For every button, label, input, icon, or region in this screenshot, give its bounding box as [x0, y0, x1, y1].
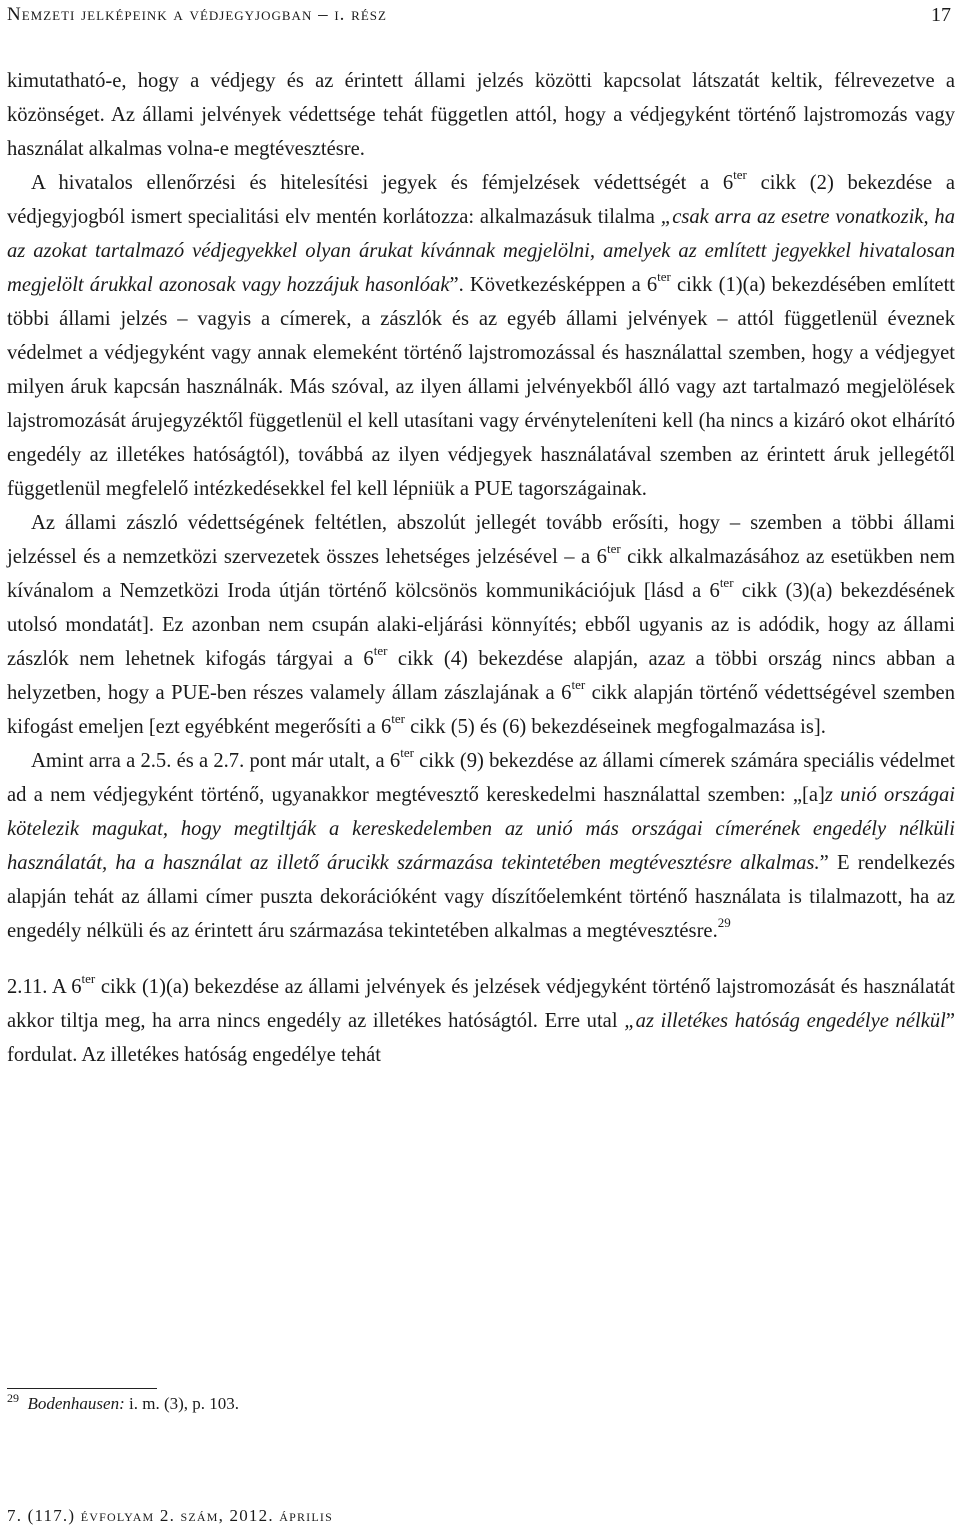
paragraph-2-text-3: ”. Következésképpen a 6 [449, 274, 658, 296]
body-text [7, 64, 955, 1072]
paragraph-2-text-2: cikk (2) bekezdése a védjegyjogból ismert specialitási elv mentén korlátozza: alkalmazásuk tilalma [7, 172, 955, 228]
paragraph-5-text-1: 2.11. A 6 [7, 976, 82, 998]
paragraph-2-text-1: A hivatalos ellenőrzési és hitelesítési jegyek és fémjelzések védettségét a 6 [31, 172, 734, 194]
paragraph-4 [7, 744, 955, 948]
paragraph-4-text-3: ” E rendelkezés alapján tehát az állami címer puszta dekorációként vagy díszítőelemként történő használata is tilalmazott, ha az engedély nélküli és az érintett áru származása tekintetében alkalmas a megtévesztésre. [7, 852, 955, 942]
paragraph-5-quote: „az illetékes hatóság engedélye nélkül [624, 1010, 946, 1032]
paragraph-4-text-1: Amint arra a 2.5. és a 2.7. pont már utalt, a 6 [31, 750, 401, 772]
footnote-reference-29[interactable]: 29 [717, 915, 731, 930]
superscript-ter: ter [719, 575, 734, 590]
paragraph-1 [7, 64, 955, 166]
paragraph-3-text-5: cikk alapján történő védettségével szemben kifogást emeljen [ezt egyébként megerősíti a 6 [7, 682, 955, 738]
superscript-ter: ter [571, 677, 586, 692]
paragraph-5 [7, 970, 955, 1072]
paragraph-3-text-3: cikk (3)(a) bekezdésének utolsó mondatát]. Ez azonban nem csupán alaki-eljárási könnyítés; ebből ugyanis az is adódik, hogy az állami zászlók nem lehetnek kifogás tárgyai a 6 [7, 580, 955, 670]
page-number: 17 [931, 4, 951, 26]
paragraph-5-text-2: cikk (1)(a) bekezdése az állami jelvények és jelzések védjegyként történő lajstromozását és használatát akkor tiltja meg, ha arra nincs engedély az illetékes hatóságtól. Erre utal [7, 976, 955, 1032]
superscript-ter: ter [606, 541, 621, 556]
footnote-author: Bodenhausen: [27, 1394, 125, 1413]
issue-footer: 7. (117.) évfolyam 2. szám, 2012. április [7, 1506, 333, 1525]
paragraph-3-text-4: cikk (4) bekezdése alapján, azaz a többi ország nincs abban a helyzetben, hogy a PUE-ben részes valamely állam zászlajának a 6 [7, 648, 956, 704]
superscript-ter: ter [391, 711, 405, 726]
superscript-ter: ter [657, 269, 671, 284]
paragraph-3-text-6: cikk (5) és (6) bekezdéseinek megfogalmazása is]. [405, 716, 826, 738]
running-title: Nemzeti jelképeink a védjegyjogban – i. rész [7, 4, 387, 25]
paragraph-2 [7, 166, 955, 506]
superscript-ter: ter [373, 643, 388, 658]
superscript-ter: ter [733, 167, 747, 182]
superscript-ter: ter [400, 745, 414, 760]
paragraph-3-text-1: Az állami zászló védettségének feltétlen, abszolút jellegét tovább erősíti, hogy – szemben a többi állami jelzéssel és a nemzetközi szervezetek összes lehetséges jelzésével – a 6 [7, 512, 955, 568]
paragraph-2-text-4: cikk (1)(a) bekezdésében említett többi állami jelzés – vagyis a címerek, a zászlók és az egyéb állami jelvények – attól függetlenül éveznek védelmet a védjegyként vagy annak elemeként történő lajstromozással és használattal szemben, hogy a védjegyet milyen áruk kapcsán használnák. Más szóval, az ilyen állami jelvényekből álló vagy azt tartalmazó megjelölések lajstromozását árujegyzéktől függetlenül el kell utasítani vagy érvényteleníteni kell (ha nincs a kizáró okot elhárító engedély az illetékes hatóságtól), továbbá az ilyen védjegyek használatával szemben az érintett áruk jellegétől függetlenül megfelelő intézkedésekkel fel kell lépniük a PUE tagországainak. [7, 274, 956, 500]
paragraph-4-quote: z unió országai kötelezik magukat, hogy megtiltják a kereskedelemben az unió más országai címerének engedély nélküli használatát, ha a használat az illető árucikk származása tekintetében megtévesztésre alkalmas. [7, 784, 955, 874]
paragraph-1-text: kimutatható-e, hogy a védjegy és az érintett állami jelzés közötti kapcsolat látszatát keltik, félrevezetve a közönséget. Az állami jelvények védettsége tehát független attól, hogy a védjegyként történő lajstromozás vagy használat alkalmas volna-e megtévesztésre. [7, 70, 955, 160]
paragraph-2-quote: „csak arra az esetre vonatkozik, ha az azokat tartalmazó védjegyekkel olyan árukat kívánnak megjelölni, amelyek az említett jegyekkel hivatalosan megjelölt árukkal azonosak vagy hozzájuk hasonlóak [7, 206, 956, 296]
paragraph-3 [7, 506, 955, 744]
paragraph-3-text-2: cikk alkalmazásához az esetükben nem kívánalom a Nemzetközi Iroda útján történő kölcsönös kommunikációjuk [lásd a 6 [7, 546, 955, 602]
paragraph-5-text-3: ” fordulat. Az illetékes hatóság engedélye tehát [7, 1010, 955, 1066]
footnote-rule [7, 1388, 157, 1389]
running-header [7, 4, 951, 34]
footnote-number: 29 [7, 1391, 19, 1405]
footnote-29 [7, 1392, 907, 1416]
footnote-text: i. m. (3), p. 103. [124, 1394, 240, 1413]
superscript-ter: ter [81, 971, 96, 986]
paragraph-4-text-2: cikk (9) bekezdése az állami címerek számára speciális védelmet ad a nem védjegyként történő, ugyanakkor megtévesztő kereskedelmi használattal szemben: „[a] [7, 750, 955, 806]
